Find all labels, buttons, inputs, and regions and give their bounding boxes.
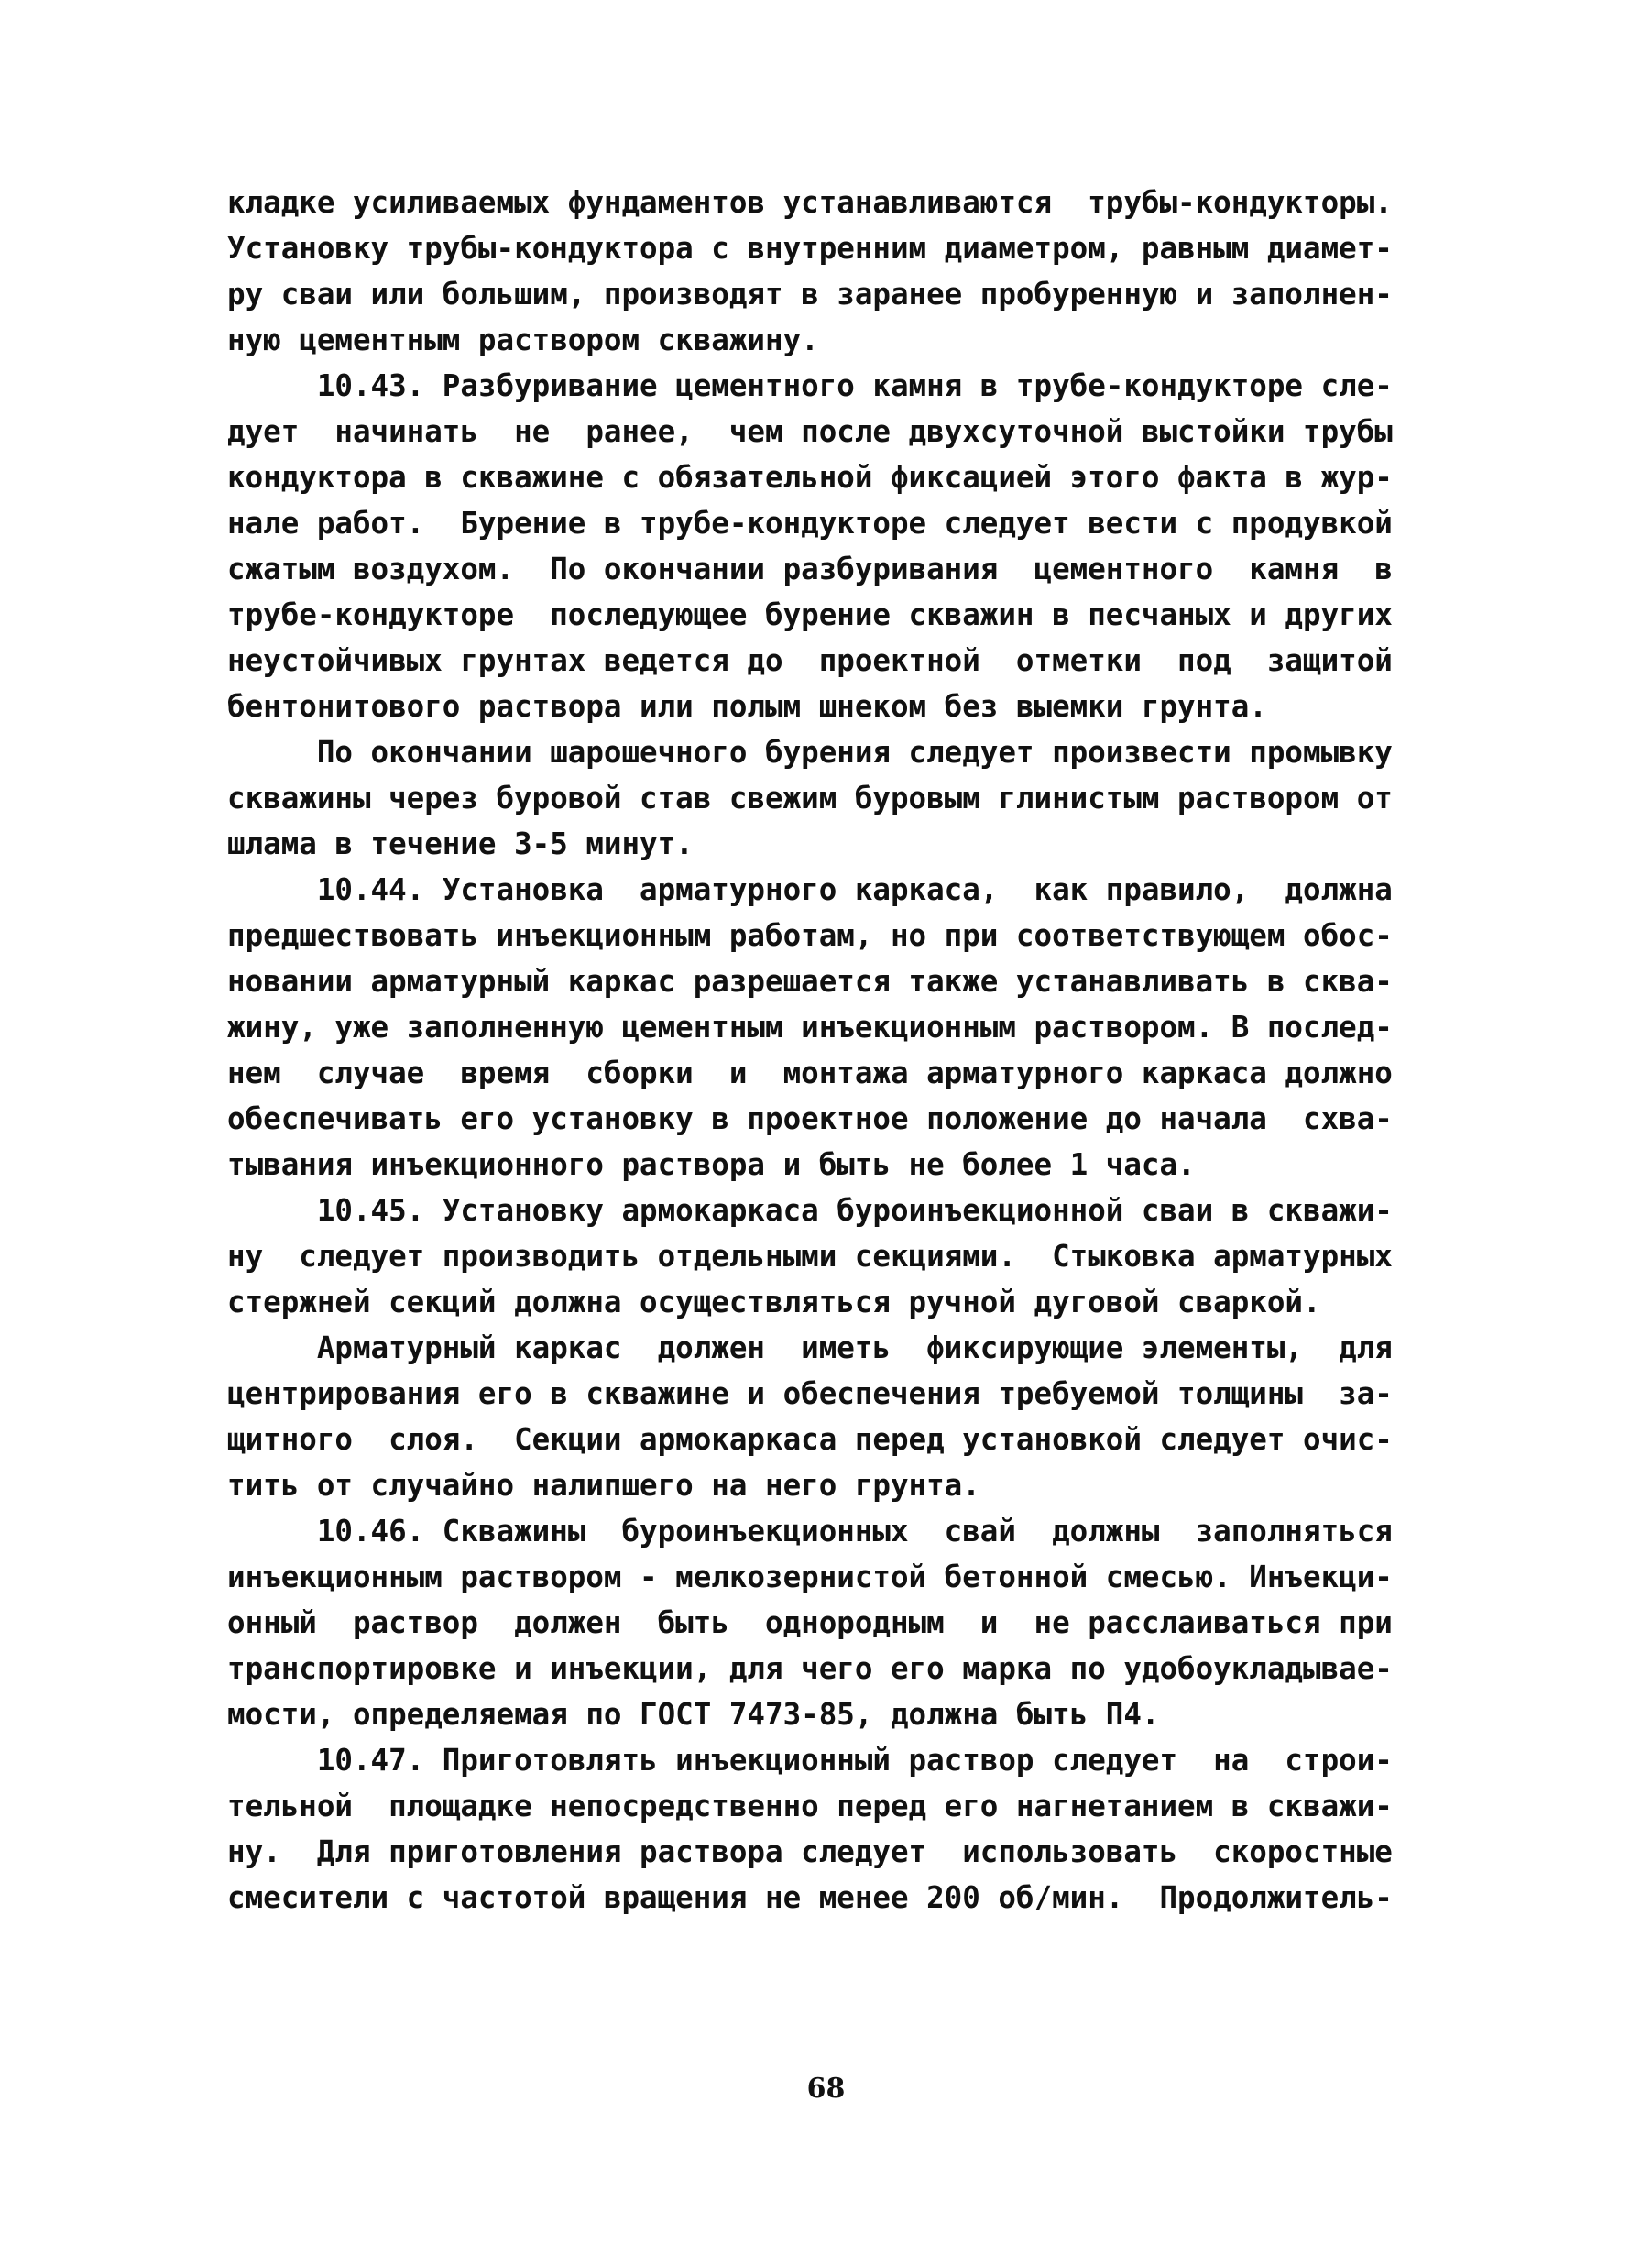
text-line: 10.43. Разбуривание цементного камня в трубе-кондукторе сле-: [227, 368, 1393, 403]
text-line: бентонитового раствора или полым шнеком без выемки грунта.: [227, 689, 1267, 724]
text-line: транспортировке и инъекции, для чего его марка по удобоукладывае-: [227, 1651, 1393, 1686]
text-line: инъекционным раствором - мелкозернистой бетонной смесью. Инъекци-: [227, 1560, 1393, 1594]
page-number: 68: [806, 2073, 846, 2105]
text-line: обеспечивать его установку в проектное положение до начала схва-: [227, 1101, 1393, 1136]
text-line: мости, определяемая по ГОСТ 7473-85, должна быть П4.: [227, 1697, 1160, 1732]
text-line: стержней секций должна осуществляться ручной дуговой сваркой.: [227, 1285, 1321, 1319]
text-line: сжатым воздухом. По окончании разбуривания цементного камня в: [227, 552, 1393, 586]
text-line: нале работ. Бурение в трубе-кондукторе следует вести с продувкой: [227, 506, 1393, 541]
text-line: тельной площадке непосредственно перед его нагнетанием в скважи-: [227, 1789, 1393, 1823]
text-line: кладке усиливаемых фундаментов устанавливаются трубы-кондукторы.: [227, 185, 1393, 220]
text-line: 10.46. Скважины буроинъекционных свай должны заполняться: [227, 1514, 1393, 1549]
text-line: щитного слоя. Секции армокаркаса перед установкой следует очис-: [227, 1422, 1393, 1457]
text-line: предшествовать инъекционным работам, но при соответствующем обос-: [227, 918, 1393, 953]
text-line: 10.45. Установку армокаркаса буроинъекционной сваи в скважи-: [227, 1193, 1393, 1228]
text-line: По окончании шарошечного бурения следует произвести промывку: [227, 735, 1393, 770]
text-line: тить от случайно налипшего на него грунта.: [227, 1468, 980, 1503]
text-line: ную цементным раствором скважину.: [227, 323, 819, 357]
text-line: дует начинать не ранее, чем после двухсуточной выстойки трубы: [227, 414, 1393, 449]
text-line: центрирования его в скважине и обеспечения требуемой толщины за-: [227, 1376, 1393, 1411]
text-line: неустойчивых грунтах ведется до проектной отметки под защитой: [227, 643, 1393, 678]
text-line: кондуктора в скважине с обязательной фиксацией этого факта в жур-: [227, 460, 1393, 495]
text-line: смесители с частотой вращения не менее 200 об/мин. Продолжитель-: [227, 1880, 1393, 1915]
text-line: нем случае время сборки и монтажа арматурного каркаса должно: [227, 1056, 1393, 1090]
text-line: ру сваи или большим, производят в заранее пробуренную и заполнен-: [227, 277, 1393, 312]
text-line: шлама в течение 3-5 минут.: [227, 826, 694, 861]
text-line: онный раствор должен быть однородным и не расслаиваться при: [227, 1605, 1393, 1640]
text-line: скважины через буровой став свежим буровым глинистым раствором от: [227, 781, 1393, 816]
text-line: 10.44. Установка арматурного каркаса, как правило, должна: [227, 872, 1393, 907]
text-line: трубе-кондукторе последующее бурение скважин в песчаных и других: [227, 597, 1393, 632]
text-line: 10.47. Приготовлять инъекционный раствор следует на строи-: [227, 1743, 1393, 1778]
text-line: Установку трубы-кондуктора с внутренним диаметром, равным диамет-: [227, 231, 1393, 266]
text-line: новании арматурный каркас разрешается также устанавливать в сква-: [227, 964, 1393, 999]
text-line: тывания инъекционного раствора и быть не более 1 часа.: [227, 1147, 1196, 1182]
text-line: ну следует производить отдельными секциями. Стыковка арматурных: [227, 1239, 1393, 1274]
text-line: ну. Для приготовления раствора следует использовать скоростные: [227, 1834, 1393, 1869]
text-line: Арматурный каркас должен иметь фиксирующие элементы, для: [227, 1330, 1393, 1365]
text-line: жину, уже заполненную цементным инъекционным раствором. В послед-: [227, 1010, 1393, 1045]
body-text: [227, 180, 1429, 1921]
